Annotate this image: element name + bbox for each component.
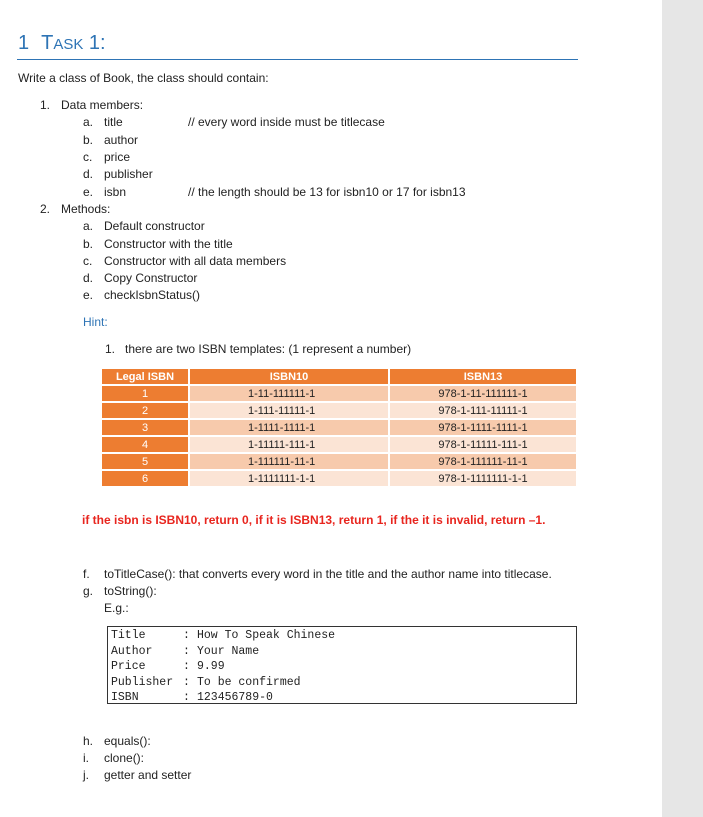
hint-label: Hint: [83, 315, 108, 329]
table-row [102, 453, 576, 470]
list-item: checkIsbnStatus() [104, 288, 201, 302]
table-row [102, 436, 576, 453]
list-item: title [104, 115, 123, 129]
list-marker: b. [83, 133, 94, 147]
return-rule-text: if the isbn is ISBN10, return 0, if it is ISBN13, return 1, if the it is invalid, return –1. [82, 513, 546, 527]
table-header-row [102, 369, 576, 385]
example-key: ISBN [111, 691, 139, 704]
list-marker: a. [83, 219, 94, 233]
table-row [102, 470, 576, 486]
table-cell: 978-1-111111-11-1 [389, 453, 576, 470]
intro-text: Write a class of Book, the class should contain: [18, 71, 269, 85]
heading-rule [17, 59, 578, 60]
list-marker: 1. [105, 342, 116, 356]
list-marker: g. [83, 584, 94, 598]
list-item: author [104, 133, 139, 147]
table-cell: 6 [102, 470, 189, 486]
table-cell: 1-11-111111-1 [189, 385, 389, 402]
table-row [102, 402, 576, 419]
section-label: Data members: [61, 98, 144, 112]
table-cell: 2 [102, 402, 189, 419]
viewer-background [662, 0, 703, 817]
list-item: equals(): [104, 734, 151, 748]
table-cell: 4 [102, 436, 189, 453]
list-marker: e. [83, 185, 94, 199]
list-item: price [104, 150, 131, 164]
example-sep: : [183, 660, 190, 673]
example-line [111, 690, 273, 706]
eg-label: E.g.: [104, 601, 129, 615]
example-sep: : [183, 644, 190, 658]
section-heading [18, 32, 106, 55]
table-cell: 1-1111111-1-1 [189, 470, 389, 486]
list-marker: c. [83, 150, 93, 164]
list-marker: c. [83, 254, 93, 268]
list-item: Constructor with the title [104, 237, 233, 251]
table-cell: 978-1-1111-1111-1 [389, 419, 576, 436]
table-cell: 978-1-11111-111-1 [389, 436, 576, 453]
table-header: ISBN13 [389, 369, 576, 385]
list-marker: 2. [40, 202, 51, 216]
list-item: Default constructor [104, 219, 205, 233]
comment-note: // the length should be 13 for isbn10 or 17 for isbn13 [188, 185, 466, 199]
list-marker: i. [83, 751, 89, 765]
example-sep: : [183, 675, 190, 689]
example-key: Publisher [111, 675, 174, 689]
section-label: Methods: [61, 202, 111, 216]
example-key: Title [111, 629, 146, 642]
example-key: Author [111, 644, 153, 658]
list-marker: 1. [40, 98, 51, 112]
list-marker: e. [83, 288, 94, 302]
table-header: ISBN10 [189, 369, 389, 385]
table-cell: 978-1-1111111-1-1 [389, 470, 576, 486]
table-row [102, 419, 576, 436]
table-row [102, 385, 576, 402]
table-cell: 1-111-11111-1 [189, 402, 389, 419]
example-line [111, 675, 301, 691]
example-value: How To Speak Chinese [197, 629, 336, 642]
example-value: Your Name [197, 644, 260, 658]
example-line [111, 628, 335, 644]
list-item: getter and setter [104, 768, 192, 782]
heading-number: 1 [18, 32, 30, 54]
table-cell: 1-1111-1111-1 [189, 419, 389, 436]
list-marker: h. [83, 734, 94, 748]
example-key: Price [111, 660, 146, 673]
table-cell: 1-11111-111-1 [189, 436, 389, 453]
list-item: Constructor with all data members [104, 254, 287, 268]
example-sep: : [183, 691, 190, 704]
list-item: isbn [104, 185, 127, 199]
example-sep: : [183, 629, 190, 642]
heading-title-first: T [41, 32, 54, 54]
list-item: Copy Constructor [104, 271, 198, 285]
list-item: clone(): [104, 751, 145, 765]
table-header: Legal ISBN [102, 369, 189, 385]
table-cell: 1 [102, 385, 189, 402]
example-output-box [107, 626, 577, 704]
list-marker: j. [83, 768, 89, 782]
hint-text: there are two ISBN templates: (1 represent a number) [125, 342, 412, 356]
example-value: To be confirmed [197, 675, 301, 689]
heading-title-rest: ASK [53, 36, 84, 53]
list-marker: f. [83, 567, 90, 581]
list-item: toTitleCase(): that converts every word in the title and the author name into titlecase. [104, 567, 552, 581]
heading-title-suffix: 1: [83, 32, 106, 54]
list-marker: d. [83, 167, 94, 181]
example-value: 9.99 [197, 660, 225, 673]
example-value: 123456789-0 [197, 691, 273, 704]
isbn-table [102, 369, 576, 486]
list-item: toString(): [104, 584, 157, 598]
comment-note: // every word inside must be titlecase [188, 115, 385, 129]
list-marker: a. [83, 115, 94, 129]
list-marker: d. [83, 271, 94, 285]
list-marker: b. [83, 237, 94, 251]
table-cell: 978-1-11-111111-1 [389, 385, 576, 402]
list-item: publisher [104, 167, 153, 181]
table-cell: 3 [102, 419, 189, 436]
example-line [111, 659, 225, 675]
example-line [111, 644, 259, 660]
table-cell: 1-111111-11-1 [189, 453, 389, 470]
table-cell: 978-1-111-11111-1 [389, 402, 576, 419]
table-cell: 5 [102, 453, 189, 470]
